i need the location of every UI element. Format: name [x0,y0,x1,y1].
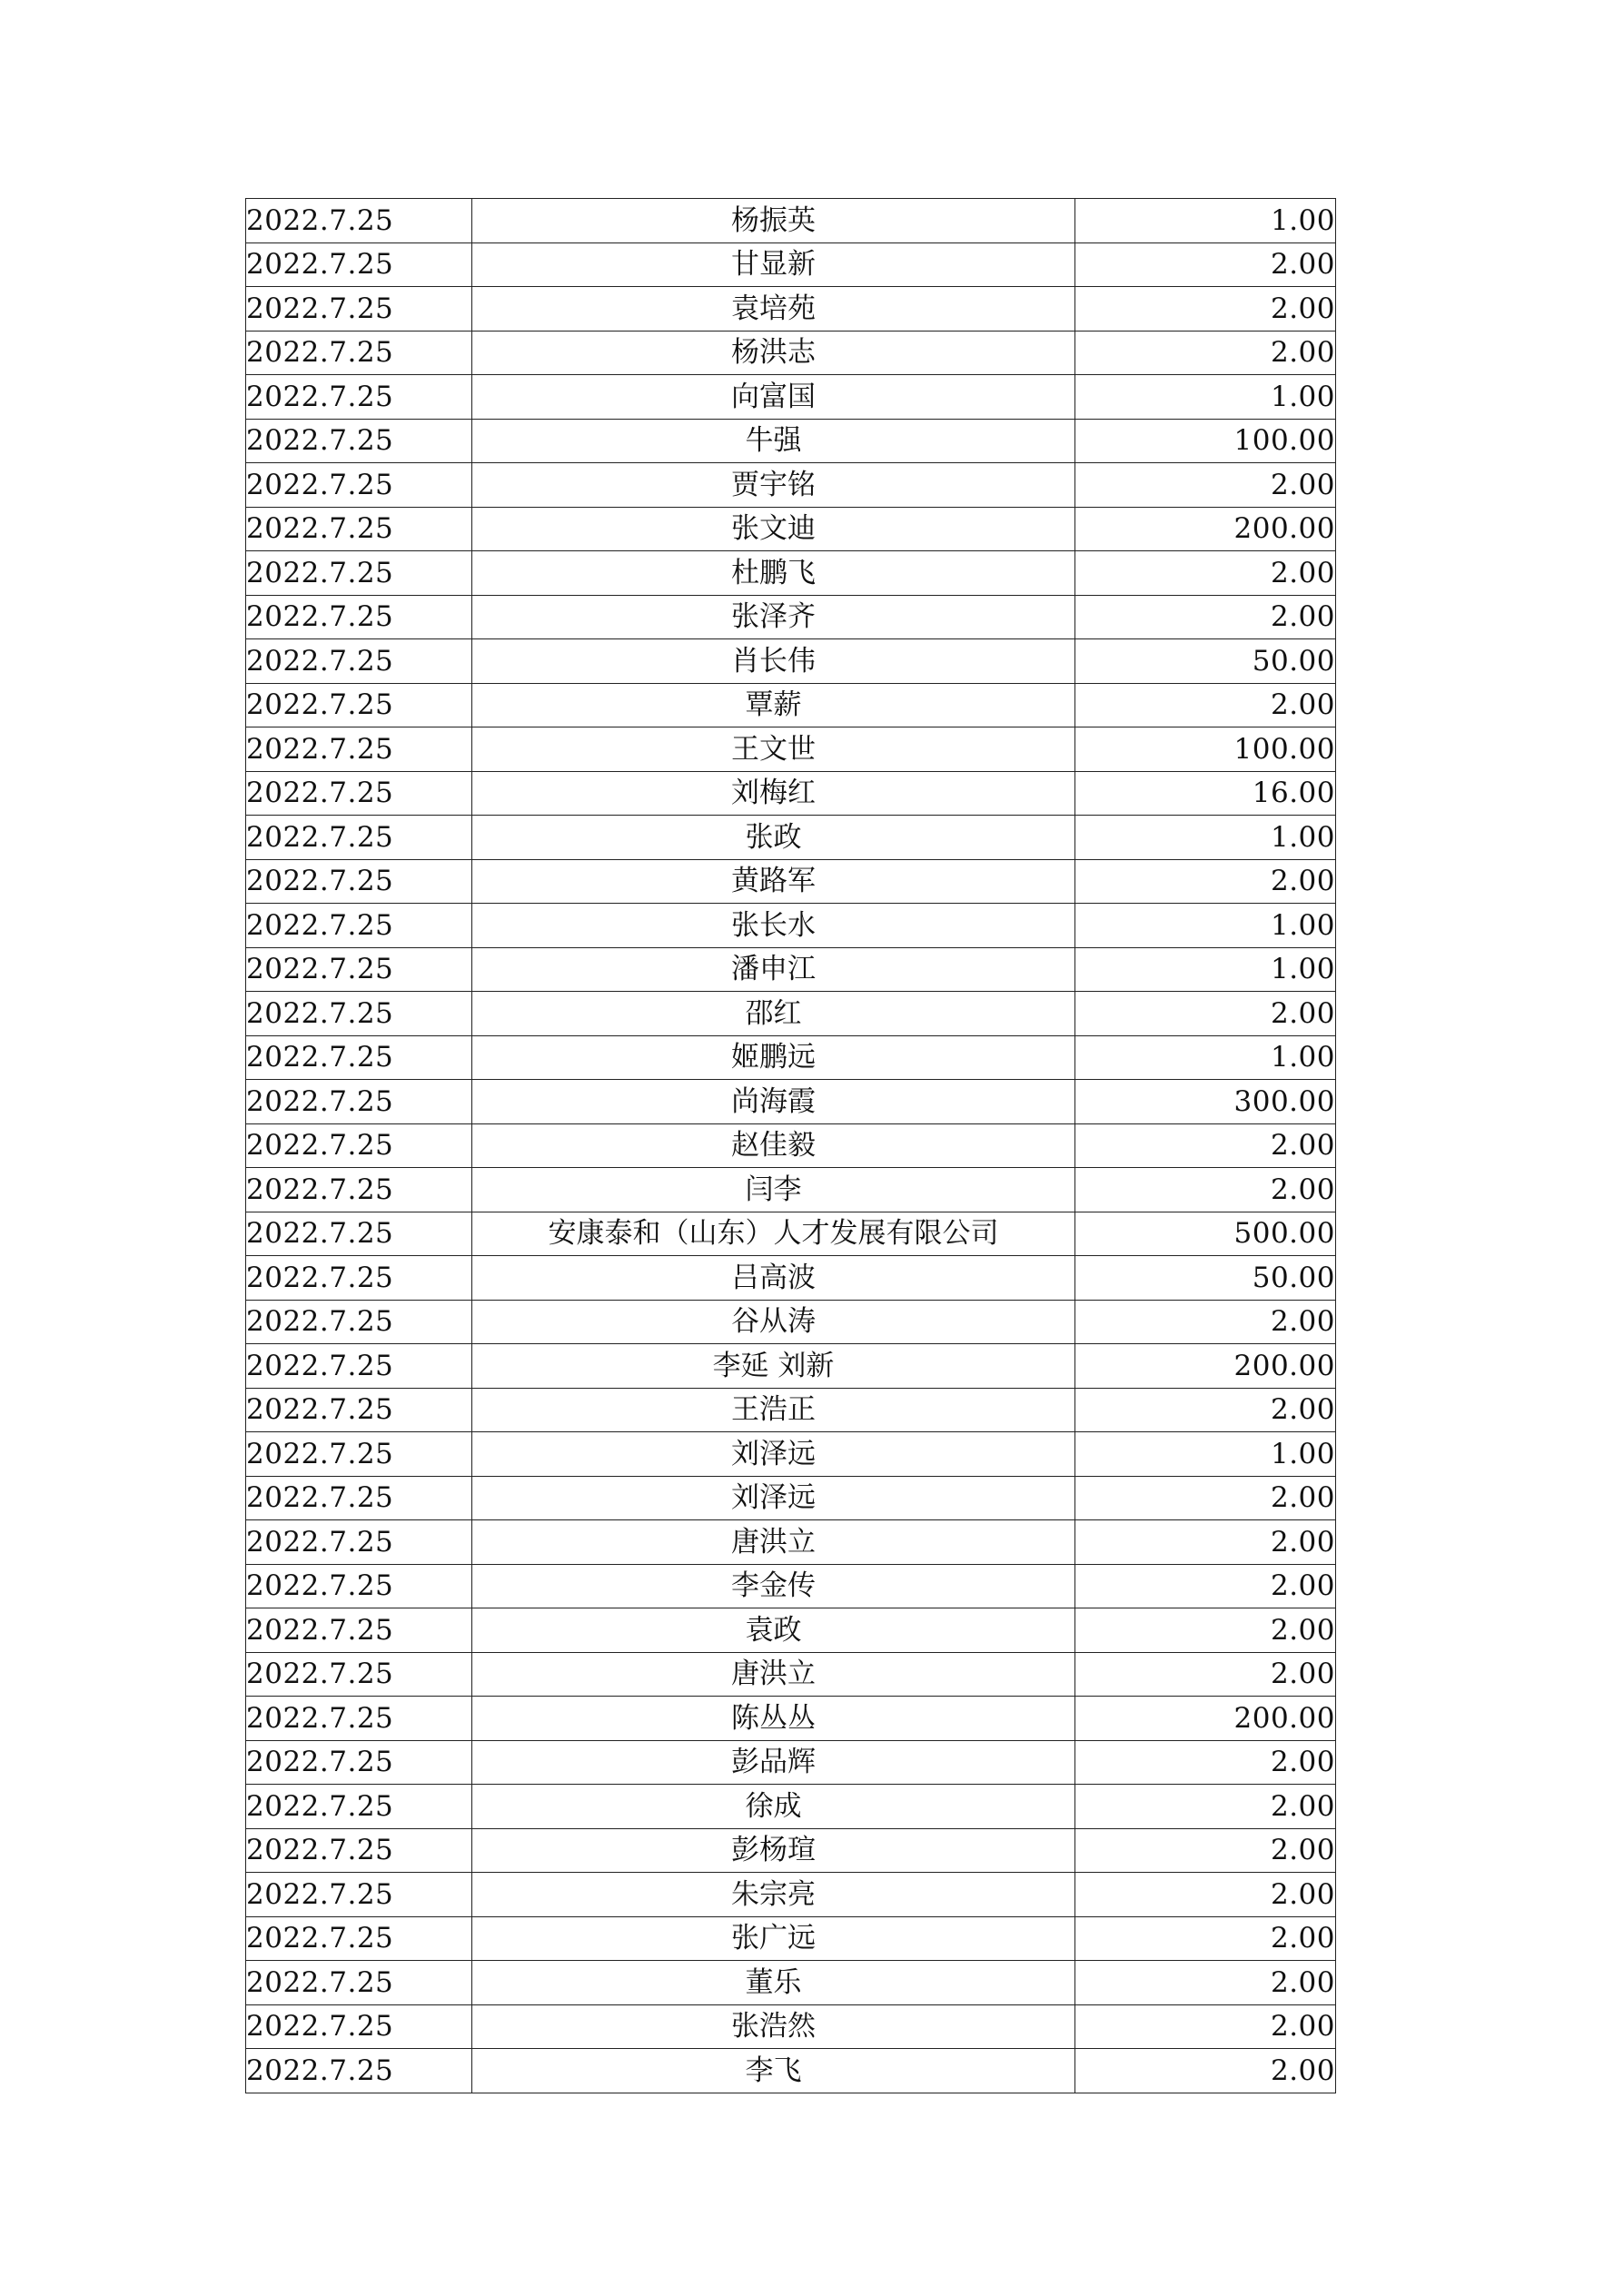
amount-cell: 2.00 [1075,463,1336,508]
date-cell: 2022.7.25 [246,1961,472,2005]
date-cell: 2022.7.25 [246,947,472,992]
amount-cell: 2.00 [1075,1785,1336,1829]
date-cell: 2022.7.25 [246,595,472,639]
donor-name-cell: 王浩正 [472,1388,1075,1432]
table-row [246,1432,1336,1477]
amount-cell: 200.00 [1075,1344,1336,1389]
date-cell: 2022.7.25 [246,727,472,772]
date-cell: 2022.7.25 [246,1740,472,1785]
donor-name-cell: 陈丛丛 [472,1697,1075,1741]
donor-name-cell: 黄路军 [472,859,1075,904]
donor-name-cell: 刘泽远 [472,1432,1075,1477]
amount-cell: 2.00 [1075,1916,1336,1961]
table-row [246,463,1336,508]
table-row [246,595,1336,639]
date-cell: 2022.7.25 [246,992,472,1036]
date-cell: 2022.7.25 [246,331,472,375]
donor-name-cell: 袁政 [472,1608,1075,1653]
amount-cell: 200.00 [1075,1697,1336,1741]
amount-cell: 2.00 [1075,1476,1336,1520]
date-cell: 2022.7.25 [246,904,472,948]
donor-name-cell: 杨洪志 [472,331,1075,375]
amount-cell: 1.00 [1075,816,1336,860]
donor-name-cell: 唐洪立 [472,1520,1075,1565]
donor-name-cell: 贾宇铭 [472,463,1075,508]
donor-name-cell: 李延 刘新 [472,1344,1075,1389]
amount-cell: 2.00 [1075,331,1336,375]
table-row [246,683,1336,727]
date-cell: 2022.7.25 [246,859,472,904]
date-cell: 2022.7.25 [246,1873,472,1917]
donor-name-cell: 甘显新 [472,242,1075,287]
date-cell: 2022.7.25 [246,1123,472,1168]
table-row [246,419,1336,463]
date-cell: 2022.7.25 [246,1564,472,1608]
donor-name-cell: 王文世 [472,727,1075,772]
date-cell: 2022.7.25 [246,1916,472,1961]
amount-cell: 200.00 [1075,507,1336,551]
amount-cell: 500.00 [1075,1212,1336,1256]
donor-name-cell: 张泽齐 [472,595,1075,639]
donor-name-cell: 谷从涛 [472,1300,1075,1344]
amount-cell: 50.00 [1075,1256,1336,1301]
donation-table [245,198,1336,2093]
donor-name-cell: 徐成 [472,1785,1075,1829]
amount-cell: 2.00 [1075,683,1336,727]
table-row [246,551,1336,596]
donor-name-cell: 张长水 [472,904,1075,948]
table-row [246,1828,1336,1873]
donor-name-cell: 邵红 [472,992,1075,1036]
table-row [246,242,1336,287]
table-row [246,727,1336,772]
date-cell: 2022.7.25 [246,683,472,727]
date-cell: 2022.7.25 [246,1828,472,1873]
donor-name-cell: 向富国 [472,375,1075,420]
table-row [246,639,1336,684]
donor-name-cell: 牛强 [472,419,1075,463]
date-cell: 2022.7.25 [246,1256,472,1301]
date-cell: 2022.7.25 [246,1344,472,1389]
table-row [246,1300,1336,1344]
date-cell: 2022.7.25 [246,1388,472,1432]
donor-name-cell: 张政 [472,816,1075,860]
amount-cell: 2.00 [1075,1564,1336,1608]
amount-cell: 2.00 [1075,1388,1336,1432]
donor-name-cell: 彭杨瑄 [472,1828,1075,1873]
donor-name-cell: 杨振英 [472,199,1075,243]
amount-cell: 2.00 [1075,2049,1336,2093]
date-cell: 2022.7.25 [246,1785,472,1829]
donor-name-cell: 张广远 [472,1916,1075,1961]
table-row [246,1564,1336,1608]
table-row [246,1476,1336,1520]
date-cell: 2022.7.25 [246,771,472,816]
table-row [246,1256,1336,1301]
amount-cell: 2.00 [1075,1168,1336,1212]
amount-cell: 2.00 [1075,1520,1336,1565]
donor-name-cell: 朱宗亮 [472,1873,1075,1917]
date-cell: 2022.7.25 [246,1432,472,1477]
date-cell: 2022.7.25 [246,463,472,508]
table-row [246,816,1336,860]
date-cell: 2022.7.25 [246,816,472,860]
donor-name-cell: 赵佳毅 [472,1123,1075,1168]
table-row [246,1344,1336,1389]
donor-name-cell: 张浩然 [472,2004,1075,2049]
amount-cell: 100.00 [1075,419,1336,463]
date-cell: 2022.7.25 [246,2049,472,2093]
amount-cell: 2.00 [1075,1873,1336,1917]
date-cell: 2022.7.25 [246,1035,472,1080]
date-cell: 2022.7.25 [246,1300,472,1344]
table-row [246,1123,1336,1168]
table-row [246,2004,1336,2049]
table-row [246,287,1336,332]
amount-cell: 2.00 [1075,992,1336,1036]
donor-name-cell: 吕高波 [472,1256,1075,1301]
amount-cell: 2.00 [1075,1123,1336,1168]
table-row [246,1035,1336,1080]
donor-name-cell: 彭品辉 [472,1740,1075,1785]
donor-name-cell: 刘梅红 [472,771,1075,816]
donor-name-cell: 覃薪 [472,683,1075,727]
donor-name-cell: 肖长伟 [472,639,1075,684]
date-cell: 2022.7.25 [246,1212,472,1256]
table-row [246,1388,1336,1432]
donation-table-body [246,199,1336,2093]
amount-cell: 2.00 [1075,595,1336,639]
amount-cell: 1.00 [1075,1035,1336,1080]
amount-cell: 1.00 [1075,199,1336,243]
amount-cell: 2.00 [1075,1652,1336,1697]
donor-name-cell: 尚海霞 [472,1080,1075,1124]
table-row [246,1961,1336,2005]
amount-cell: 1.00 [1075,375,1336,420]
table-row [246,771,1336,816]
donor-name-cell: 李金传 [472,1564,1075,1608]
amount-cell: 2.00 [1075,1608,1336,1653]
table-row [246,1212,1336,1256]
table-row [246,331,1336,375]
date-cell: 2022.7.25 [246,1520,472,1565]
date-cell: 2022.7.25 [246,242,472,287]
amount-cell: 2.00 [1075,1961,1336,2005]
date-cell: 2022.7.25 [246,551,472,596]
donor-name-cell: 姬鹏远 [472,1035,1075,1080]
table-row [246,1168,1336,1212]
date-cell: 2022.7.25 [246,1608,472,1653]
amount-cell: 2.00 [1075,287,1336,332]
table-row [246,1652,1336,1697]
table-row [246,199,1336,243]
amount-cell: 2.00 [1075,1300,1336,1344]
date-cell: 2022.7.25 [246,507,472,551]
date-cell: 2022.7.25 [246,199,472,243]
table-row [246,507,1336,551]
table-row [246,1697,1336,1741]
amount-cell: 50.00 [1075,639,1336,684]
donor-name-cell: 唐洪立 [472,1652,1075,1697]
donor-name-cell: 张文迪 [472,507,1075,551]
date-cell: 2022.7.25 [246,1080,472,1124]
amount-cell: 2.00 [1075,2004,1336,2049]
date-cell: 2022.7.25 [246,1476,472,1520]
table-row [246,904,1336,948]
amount-cell: 100.00 [1075,727,1336,772]
table-row [246,1520,1336,1565]
amount-cell: 2.00 [1075,551,1336,596]
table-row [246,375,1336,420]
date-cell: 2022.7.25 [246,419,472,463]
date-cell: 2022.7.25 [246,1168,472,1212]
amount-cell: 300.00 [1075,1080,1336,1124]
date-cell: 2022.7.25 [246,1652,472,1697]
amount-cell: 16.00 [1075,771,1336,816]
table-row [246,1740,1336,1785]
donor-name-cell: 董乐 [472,1961,1075,2005]
table-row [246,1608,1336,1653]
donor-name-cell: 闫李 [472,1168,1075,1212]
amount-cell: 2.00 [1075,859,1336,904]
amount-cell: 2.00 [1075,242,1336,287]
date-cell: 2022.7.25 [246,375,472,420]
date-cell: 2022.7.25 [246,2004,472,2049]
donor-name-cell: 李飞 [472,2049,1075,2093]
donor-name-cell: 潘申江 [472,947,1075,992]
donor-name-cell: 刘泽远 [472,1476,1075,1520]
donor-name-cell: 杜鹏飞 [472,551,1075,596]
table-row [246,2049,1336,2093]
table-row [246,1873,1336,1917]
amount-cell: 1.00 [1075,1432,1336,1477]
amount-cell: 2.00 [1075,1740,1336,1785]
amount-cell: 1.00 [1075,904,1336,948]
table-row [246,859,1336,904]
table-row [246,1080,1336,1124]
amount-cell: 2.00 [1075,1828,1336,1873]
table-row [246,992,1336,1036]
date-cell: 2022.7.25 [246,287,472,332]
amount-cell: 1.00 [1075,947,1336,992]
table-row [246,1916,1336,1961]
donor-name-cell: 袁培苑 [472,287,1075,332]
date-cell: 2022.7.25 [246,639,472,684]
table-row [246,1785,1336,1829]
table-row [246,947,1336,992]
donor-name-cell: 安康泰和（山东）人才发展有限公司 [472,1212,1075,1256]
date-cell: 2022.7.25 [246,1697,472,1741]
